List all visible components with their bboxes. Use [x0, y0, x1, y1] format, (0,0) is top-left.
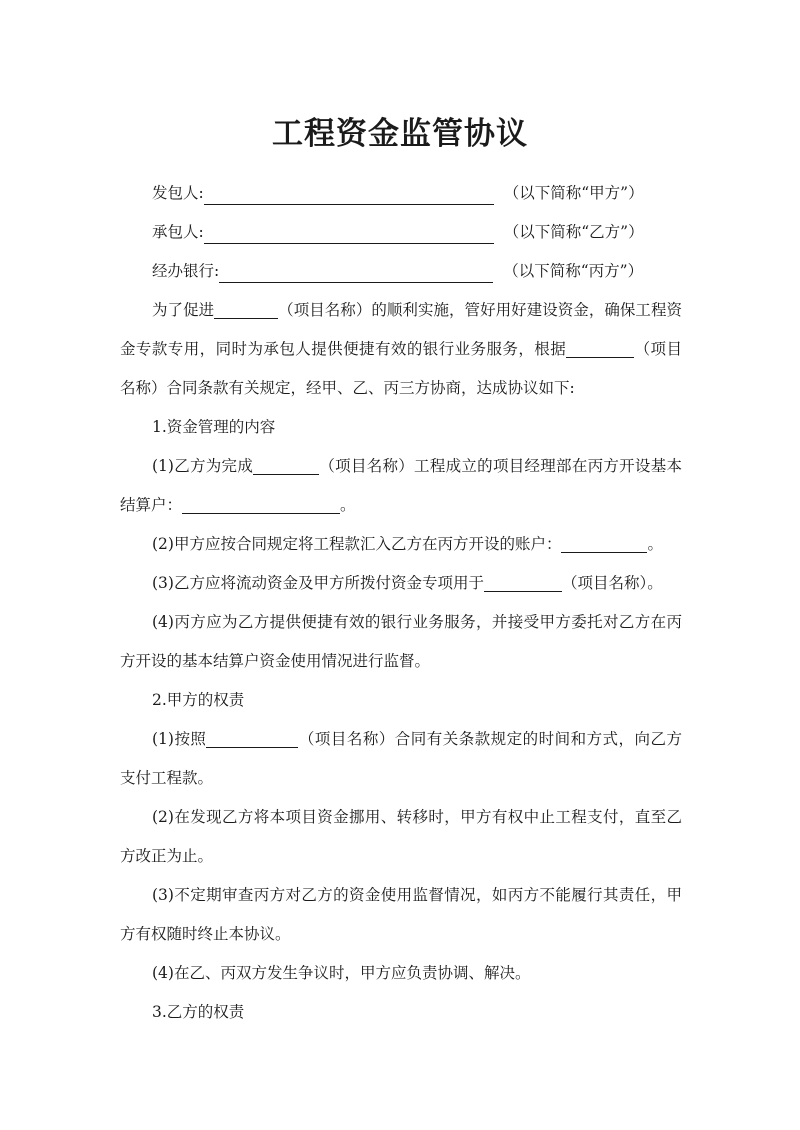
- section-1-heading: 1.资金管理的内容: [152, 418, 276, 436]
- party-note: （以下简称“乙方”）: [503, 223, 644, 241]
- fill-in-blank: [204, 221, 494, 244]
- section-2-item-3: (3)不定期审查丙方对乙方的资金使用监督情况，如丙方不能履行其责任，甲方有权随时终止本协议。: [120, 886, 682, 943]
- fill-in-blank: [561, 532, 647, 553]
- fill-in-blank: [566, 337, 634, 358]
- intro-paragraph: 为了促进 （项目名称）的顺利实施，管好用好建设资金，确保工程资金专款专用，同时为承包人提供便捷有效的银行业务服务，根据 （项目名称）合同条款有关规定，经甲、乙、丙三方协商，达成协议如下:: [120, 291, 682, 408]
- section-1-item-4: (4)丙方应为乙方提供便捷有效的银行业务服务，并接受甲方委托对乙方在丙方开设的基本结算户资金使用情况进行监督。: [120, 613, 682, 670]
- section-1-item-1: (1)乙方为完成 （项目名称）工程成立的项目经理部在丙方开设基本结算户： 。: [120, 447, 682, 525]
- party-label: 发包人:: [152, 184, 204, 202]
- fill-in-blank: [484, 571, 562, 592]
- party-note: （以下简称“丙方”）: [503, 262, 644, 280]
- document-body: [120, 174, 682, 1032]
- fill-in-blank: [214, 298, 278, 319]
- party-row-contractor: [120, 213, 682, 252]
- section-2-item-2: (2)在发现乙方将本项目资金挪用、转移时，甲方有权中止工程支付，直至乙方改正为止。: [120, 808, 682, 865]
- fill-in-blank: [182, 493, 340, 514]
- section-2-item-1: (1)按照 （项目名称）合同有关条款规定的时间和方式，向乙方支付工程款。: [120, 720, 682, 798]
- section-1-item-2: (2)甲方应按合同规定将工程款汇入乙方在丙方开设的账户： 。: [120, 525, 682, 564]
- party-label: 承包人:: [152, 223, 204, 241]
- fill-in-blank: [253, 454, 319, 475]
- party-row-bank: [120, 252, 682, 291]
- fill-in-blank: [206, 727, 298, 748]
- fill-in-blank: [219, 260, 493, 283]
- document-title: 工程资金监管协议: [272, 116, 528, 152]
- section-3-heading: 3.乙方的权责: [152, 1003, 245, 1021]
- fill-in-blank: [204, 182, 494, 205]
- section-2-heading: 2.甲方的权责: [152, 691, 245, 709]
- party-row-employer: [120, 174, 682, 213]
- party-note: （以下简称“甲方”）: [503, 184, 644, 202]
- party-label: 经办银行:: [152, 262, 220, 280]
- section-1-item-3: (3)乙方应将流动资金及甲方所拨付资金专项用于 （项目名称）。: [120, 564, 682, 603]
- section-2-item-4: (4)在乙、丙双方发生争议时，甲方应负责协调、解决。: [152, 964, 531, 982]
